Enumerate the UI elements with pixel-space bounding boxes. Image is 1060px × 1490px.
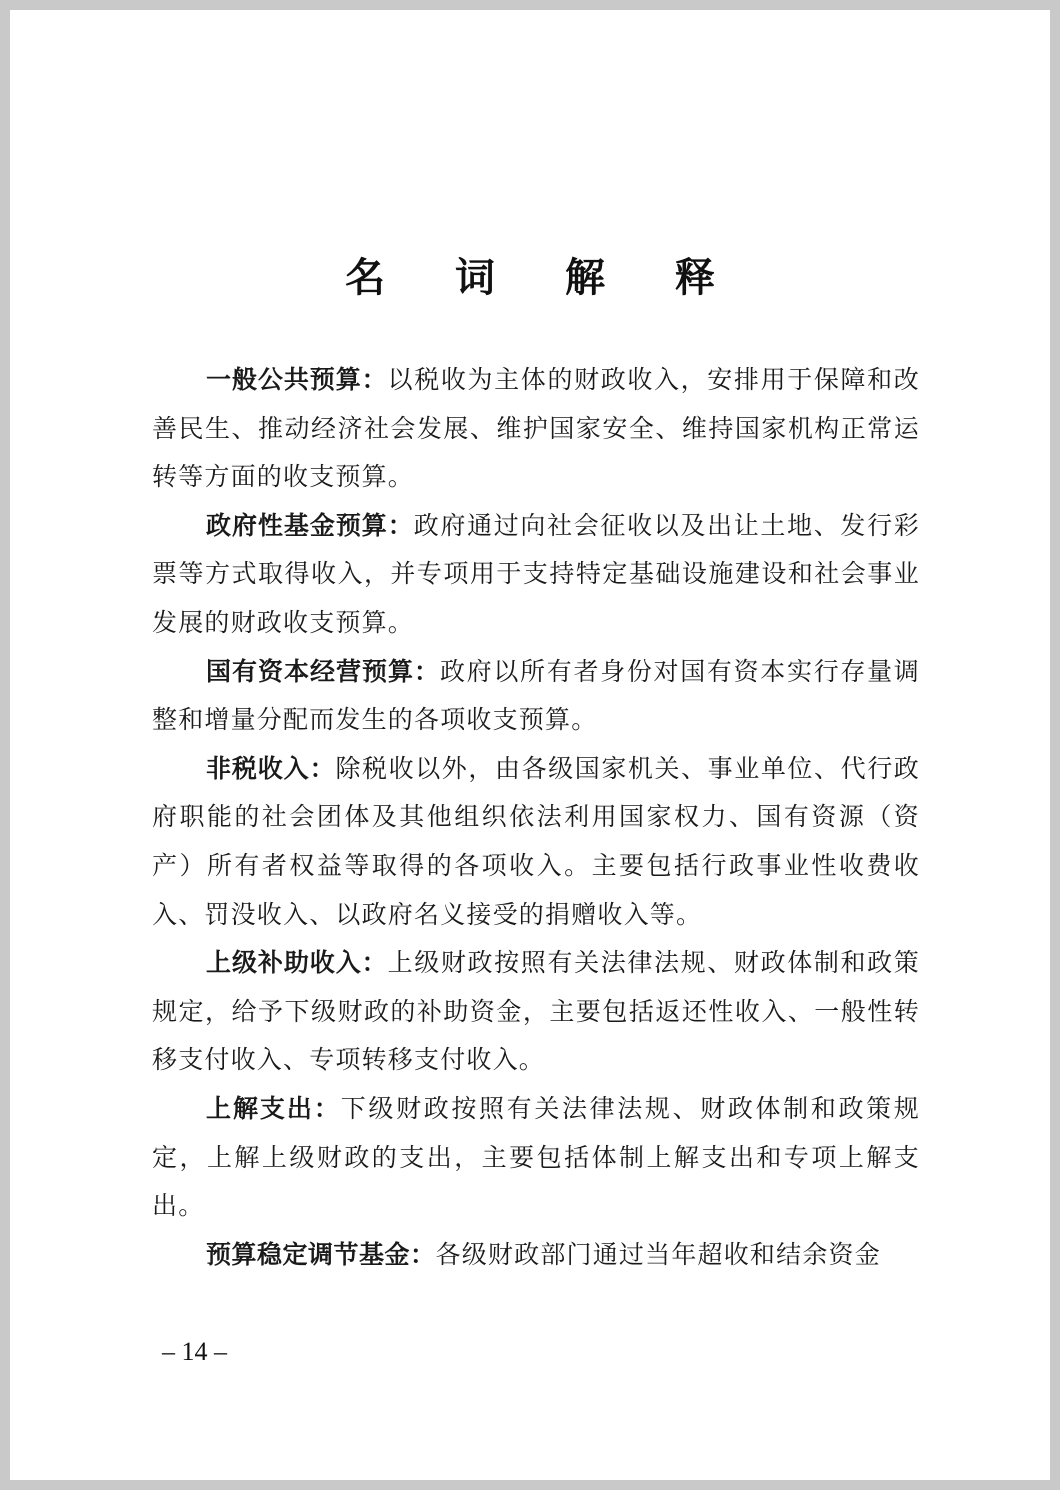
glossary-term: 非税收入	[206, 753, 310, 783]
glossary-entry	[152, 745, 920, 939]
glossary-body	[152, 356, 920, 1279]
glossary-definition: 以税收为主体的财政收入，安排用于保障和改善民生、推动经济社会发展、维护国家安全、维持国家机构正常运转等方面的收支预算。	[152, 365, 920, 492]
term-separator: ：	[361, 948, 388, 978]
term-separator: ：	[387, 510, 414, 540]
glossary-term: 一般公共预算	[206, 365, 362, 394]
glossary-term: 上解支出	[206, 1093, 314, 1123]
term-separator: ：	[309, 753, 336, 783]
document-page	[10, 10, 1050, 1480]
page-title: 名 词 解 释	[345, 254, 743, 301]
term-separator: ：	[410, 1239, 436, 1269]
glossary-entry	[152, 356, 920, 502]
glossary-entry	[152, 939, 920, 1085]
page-number: – 14 –	[162, 1337, 227, 1366]
glossary-term: 政府性基金预算	[206, 510, 388, 540]
glossary-definition: 政府通过向社会征收以及出让土地、发行彩票等方式取得收入，并专项用于支持特定基础设施建设和社会事业发展的财政收支预算。	[152, 510, 920, 637]
glossary-entry	[152, 648, 920, 745]
glossary-term: 预算稳定调节基金	[206, 1239, 411, 1269]
glossary-term: 上级补助收入	[206, 948, 362, 978]
glossary-definition: 政府以所有者身份对国有资本实行存量调整和增量分配而发生的各项收支预算。	[152, 656, 920, 735]
glossary-definition: 除税收以外，由各级国家机关、事业单位、代行政府职能的社会团体及其他组织依法利用国家权力、国有资源（资产）所有者权益等取得的各项收入。主要包括行政事业性收费收入、罚没收入、以政府名义接受的捐赠收入等。	[152, 753, 920, 929]
glossary-definition: 下级财政按照有关法律法规、财政体制和政策规定，上解上级财政的支出，主要包括体制上解支出和专项上解支出。	[152, 1093, 920, 1221]
term-separator: ：	[413, 656, 440, 686]
term-separator: ：	[361, 365, 388, 394]
glossary-entry	[152, 1085, 920, 1231]
glossary-entry	[152, 502, 920, 648]
glossary-definition: 上级财政按照有关法律法规、财政体制和政策规定，给予下级财政的补助资金，主要包括返还性收入、一般性转移支付收入、专项转移支付收入。	[152, 948, 920, 1075]
glossary-term: 国有资本经营预算	[206, 656, 414, 686]
glossary-entry	[152, 1231, 920, 1280]
glossary-definition: 各级财政部门通过当年超收和结余资金	[435, 1239, 881, 1269]
term-separator: ：	[313, 1093, 341, 1123]
